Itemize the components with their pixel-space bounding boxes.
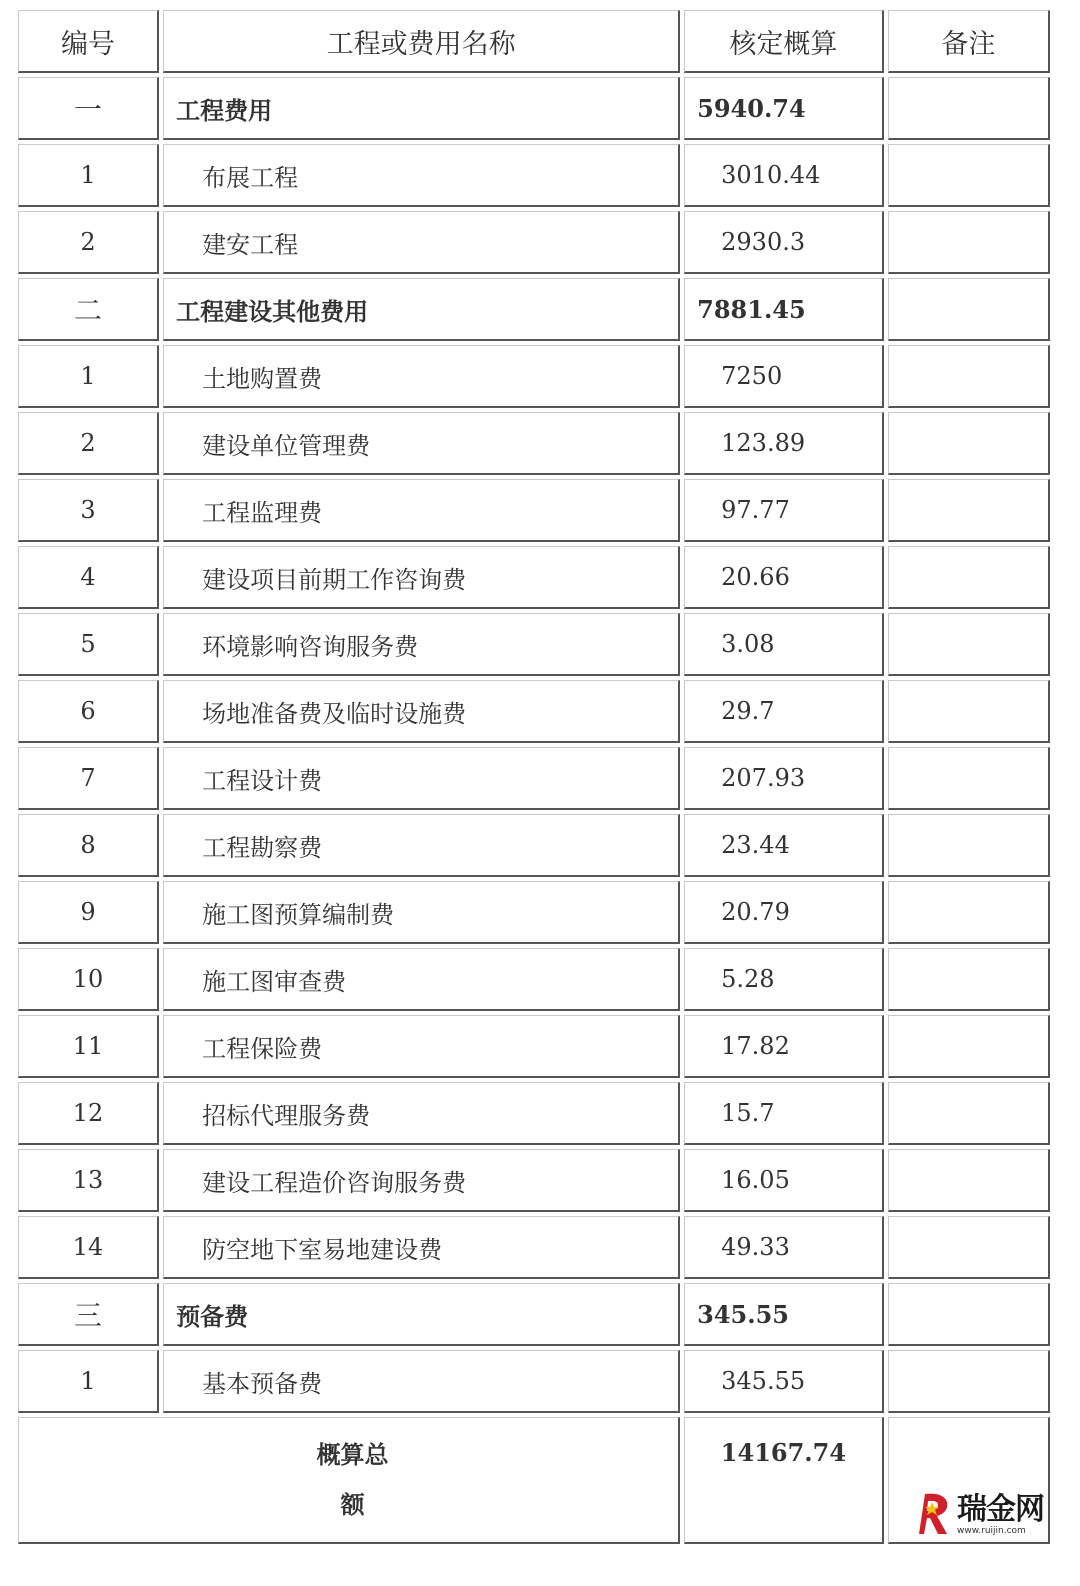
row-amount: 3010.44 <box>684 144 884 207</box>
total-row <box>18 1417 1050 1544</box>
row-amount: 97.77 <box>684 479 884 542</box>
table-row <box>18 613 1050 676</box>
table-row <box>18 1149 1050 1212</box>
row-amount: 2930.3 <box>684 211 884 274</box>
row-code: 8 <box>18 814 159 877</box>
row-name: 施工图审查费 <box>163 948 680 1011</box>
table-row <box>18 412 1050 475</box>
section-row <box>18 1283 1050 1346</box>
total-label <box>18 1417 680 1544</box>
row-remark <box>888 1216 1050 1279</box>
row-remark <box>888 412 1050 475</box>
row-amount: 7250 <box>684 345 884 408</box>
row-remark <box>888 77 1050 140</box>
row-code: 13 <box>18 1149 159 1212</box>
total-remark <box>888 1417 1050 1544</box>
row-amount: 5940.74 <box>684 77 884 140</box>
row-code: 2 <box>18 412 159 475</box>
row-remark <box>888 211 1050 274</box>
row-amount: 123.89 <box>684 412 884 475</box>
row-code: 3 <box>18 479 159 542</box>
table-row <box>18 345 1050 408</box>
header-row <box>18 10 1050 73</box>
table-row <box>18 1082 1050 1145</box>
row-amount: 7881.45 <box>684 278 884 341</box>
row-remark <box>888 1015 1050 1078</box>
row-amount: 29.7 <box>684 680 884 743</box>
row-name: 工程保险费 <box>163 1015 680 1078</box>
table-row <box>18 144 1050 207</box>
table-row <box>18 948 1050 1011</box>
row-code: 6 <box>18 680 159 743</box>
row-name: 建设工程造价咨询服务费 <box>163 1149 680 1212</box>
row-name: 施工图预算编制费 <box>163 881 680 944</box>
row-remark <box>888 546 1050 609</box>
watermark-text: 瑞金网 <box>957 1492 1044 1527</box>
row-remark <box>888 1350 1050 1413</box>
row-code: 4 <box>18 546 159 609</box>
row-code: 10 <box>18 948 159 1011</box>
row-code: 1 <box>18 345 159 408</box>
row-amount: 345.55 <box>684 1283 884 1346</box>
budget-table <box>14 6 1054 1548</box>
header-amount: 核定概算 <box>684 10 884 73</box>
table-row <box>18 546 1050 609</box>
table-row <box>18 747 1050 810</box>
row-name: 建设单位管理费 <box>163 412 680 475</box>
row-code: 9 <box>18 881 159 944</box>
section-row <box>18 278 1050 341</box>
row-amount: 345.55 <box>684 1350 884 1413</box>
total-label-line1: 概算总 <box>316 1440 389 1469</box>
header-remark: 备注 <box>888 10 1050 73</box>
header-code: 编号 <box>18 10 159 73</box>
row-code: 1 <box>18 144 159 207</box>
row-name: 工程费用 <box>163 77 680 140</box>
row-amount: 20.79 <box>684 881 884 944</box>
row-remark <box>888 613 1050 676</box>
row-remark <box>888 1283 1050 1346</box>
row-name: 招标代理服务费 <box>163 1082 680 1145</box>
row-name: 布展工程 <box>163 144 680 207</box>
row-code: 7 <box>18 747 159 810</box>
row-code: 14 <box>18 1216 159 1279</box>
row-code: 一 <box>18 77 159 140</box>
row-remark <box>888 1149 1050 1212</box>
row-name: 基本预备费 <box>163 1350 680 1413</box>
row-remark <box>888 345 1050 408</box>
row-amount: 5.28 <box>684 948 884 1011</box>
row-amount: 3.08 <box>684 613 884 676</box>
row-name: 工程建设其他费用 <box>163 278 680 341</box>
row-remark <box>888 680 1050 743</box>
row-name: 预备费 <box>163 1283 680 1346</box>
watermark-logo <box>909 1490 1044 1536</box>
watermark-url: www.ruijin.com <box>957 1526 1026 1536</box>
row-name: 工程设计费 <box>163 747 680 810</box>
table-row <box>18 1015 1050 1078</box>
row-name: 土地购置费 <box>163 345 680 408</box>
header-name: 工程或费用名称 <box>163 10 680 73</box>
ruijin-logo-icon <box>909 1490 955 1536</box>
row-code: 11 <box>18 1015 159 1078</box>
section-row <box>18 77 1050 140</box>
row-remark <box>888 278 1050 341</box>
table-row <box>18 881 1050 944</box>
row-name: 工程勘察费 <box>163 814 680 877</box>
row-amount: 23.44 <box>684 814 884 877</box>
row-remark <box>888 948 1050 1011</box>
table-row <box>18 479 1050 542</box>
table-row <box>18 1216 1050 1279</box>
table-row <box>18 680 1050 743</box>
watermark-text-group <box>957 1494 1044 1536</box>
row-remark <box>888 144 1050 207</box>
row-code: 三 <box>18 1283 159 1346</box>
row-code: 二 <box>18 278 159 341</box>
total-amount: 14167.74 <box>684 1417 884 1544</box>
row-name: 环境影响咨询服务费 <box>163 613 680 676</box>
table-row <box>18 814 1050 877</box>
table-row <box>18 1350 1050 1413</box>
table-body <box>18 77 1050 1413</box>
row-amount: 15.7 <box>684 1082 884 1145</box>
row-code: 5 <box>18 613 159 676</box>
row-remark <box>888 881 1050 944</box>
row-amount: 20.66 <box>684 546 884 609</box>
row-name: 防空地下室易地建设费 <box>163 1216 680 1279</box>
row-name: 建安工程 <box>163 211 680 274</box>
row-name: 场地准备费及临时设施费 <box>163 680 680 743</box>
row-amount: 207.93 <box>684 747 884 810</box>
table-row <box>18 211 1050 274</box>
row-code: 1 <box>18 1350 159 1413</box>
row-name: 建设项目前期工作咨询费 <box>163 546 680 609</box>
row-remark <box>888 479 1050 542</box>
row-name: 工程监理费 <box>163 479 680 542</box>
row-amount: 16.05 <box>684 1149 884 1212</box>
row-remark <box>888 814 1050 877</box>
row-code: 12 <box>18 1082 159 1145</box>
total-label-line2: 额 <box>340 1490 365 1519</box>
row-remark <box>888 1082 1050 1145</box>
row-code: 2 <box>18 211 159 274</box>
row-amount: 17.82 <box>684 1015 884 1078</box>
row-amount: 49.33 <box>684 1216 884 1279</box>
row-remark <box>888 747 1050 810</box>
